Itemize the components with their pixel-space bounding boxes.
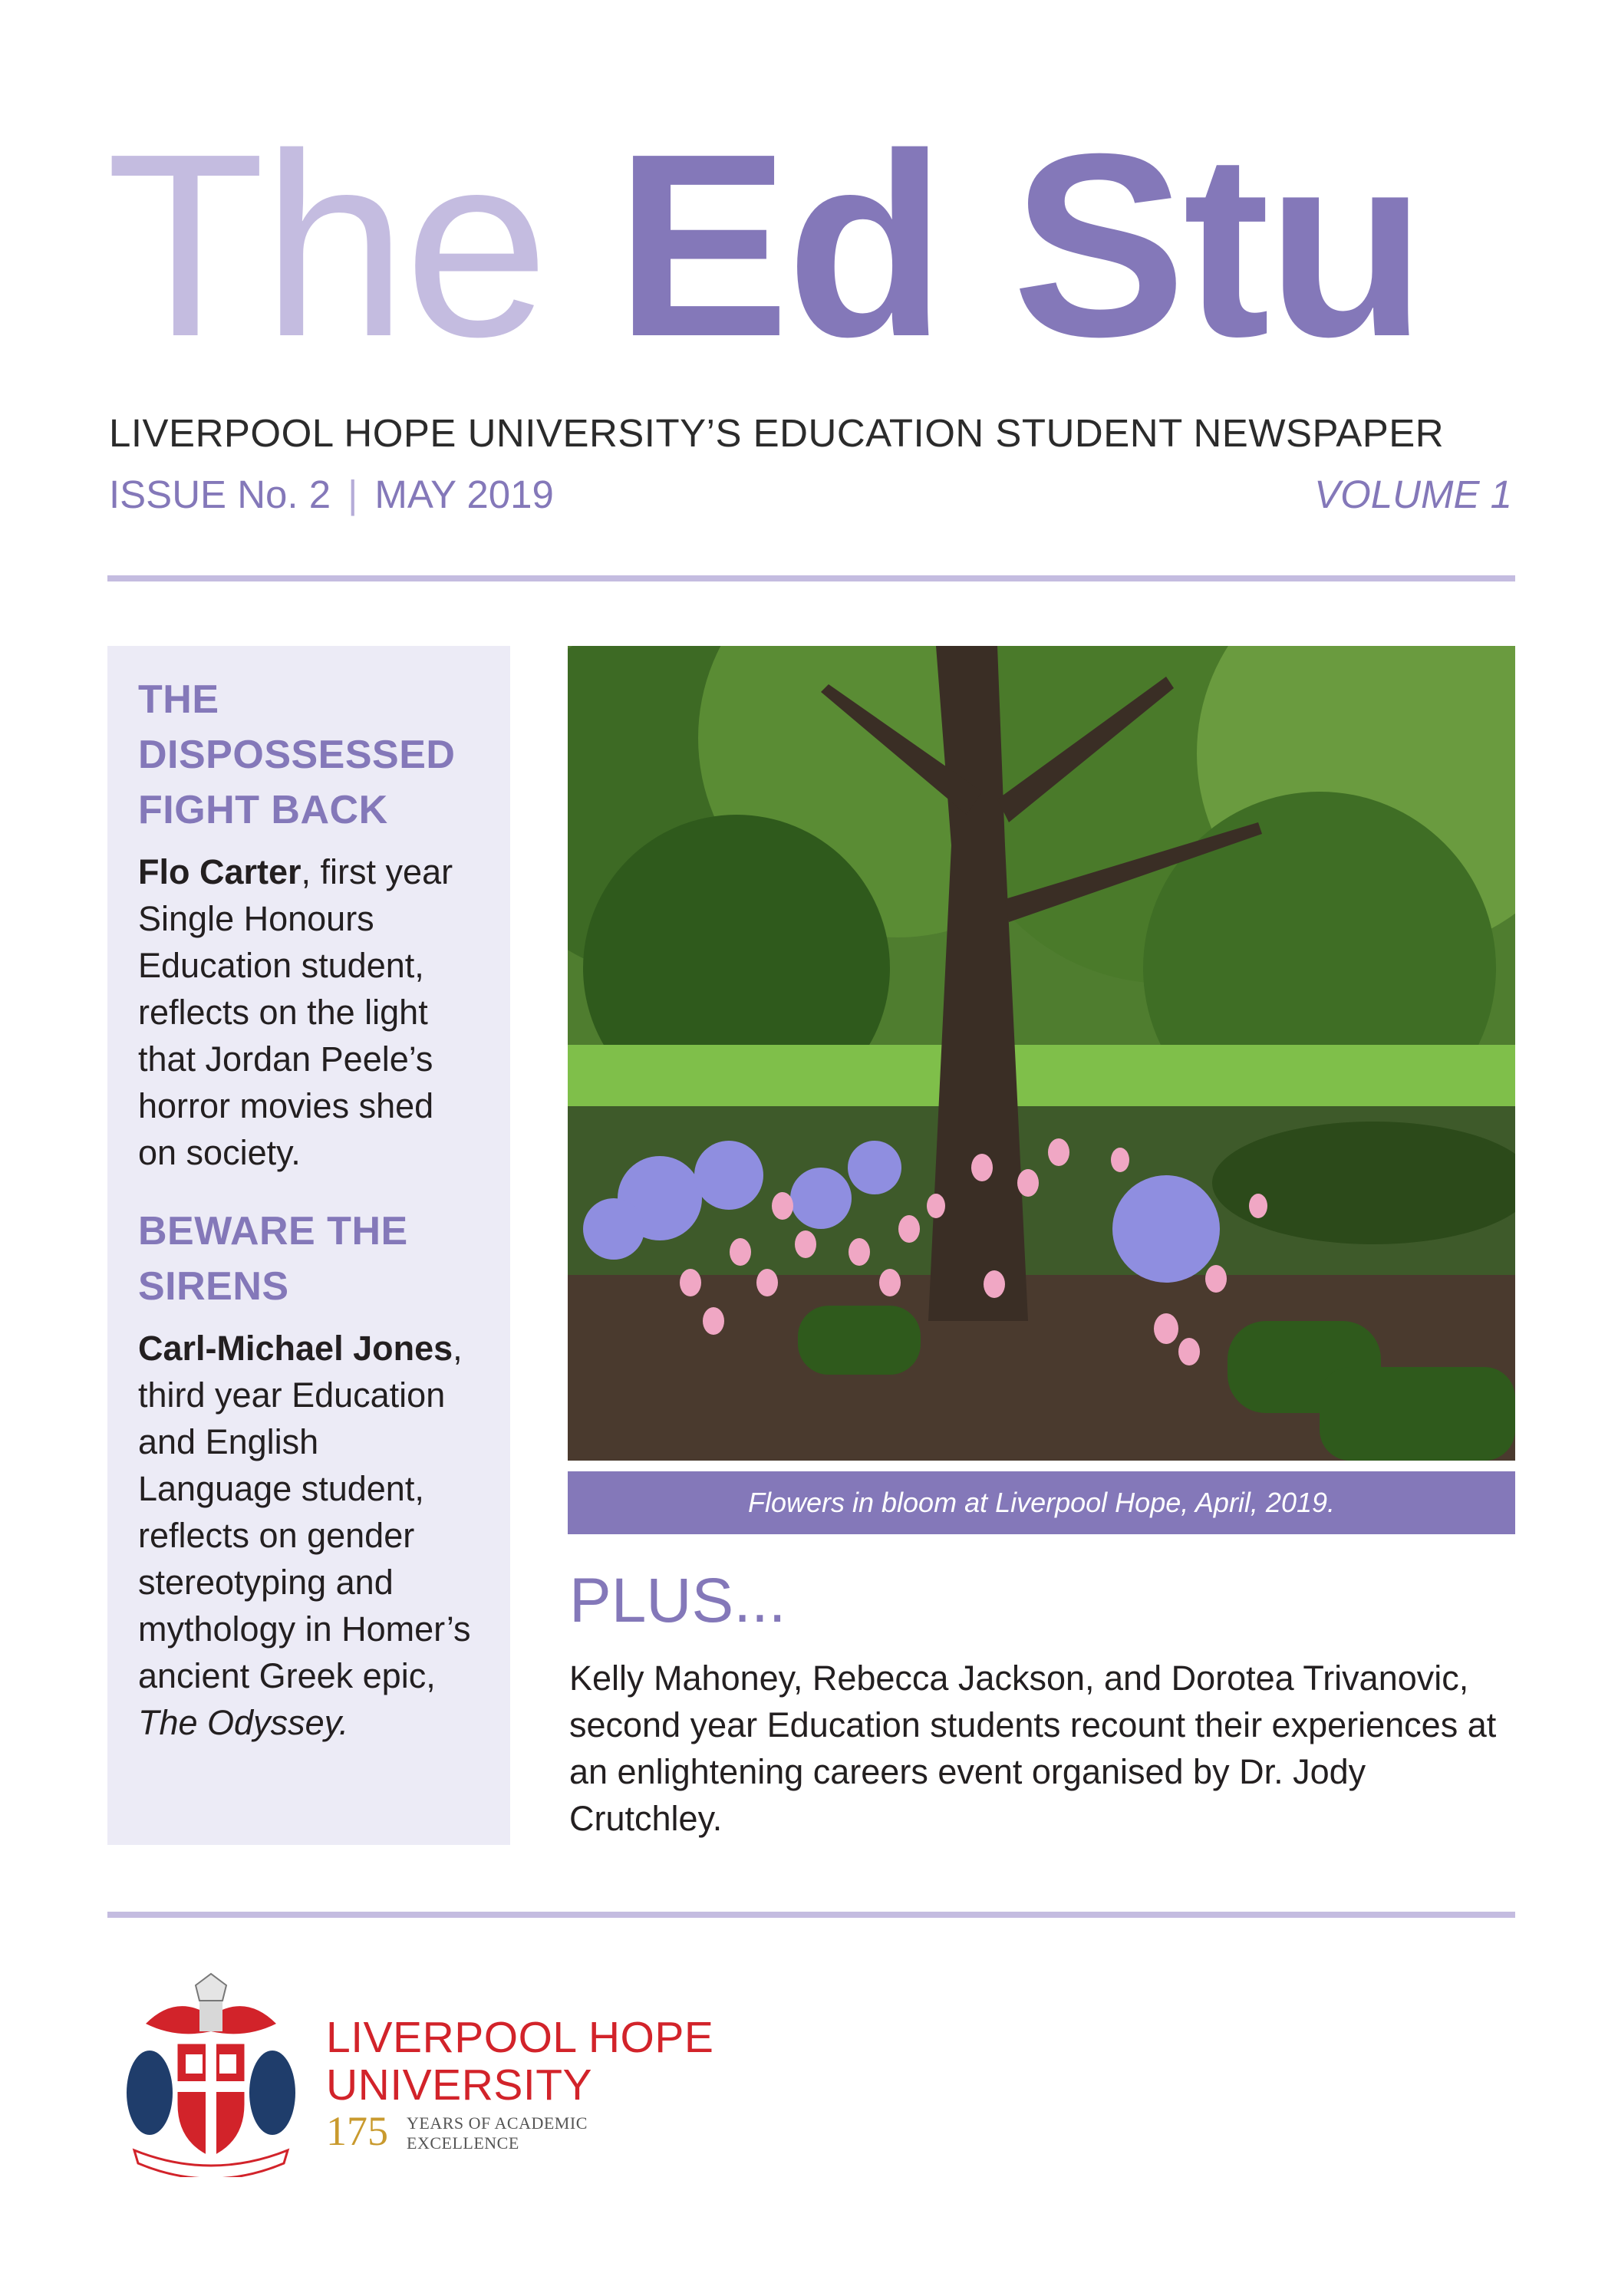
masthead-title xyxy=(106,100,1423,391)
story-book-title: The Odyssey. xyxy=(138,1703,349,1742)
anniversary-tagline xyxy=(407,2113,588,2153)
plus-summary: Kelly Mahoney, Rebecca Jackson, and Dorotea Trivanovic, second year Education students recount their experiences at an enlightening careers event organised by Dr. Jody Crutchley. xyxy=(569,1659,1497,1838)
story-summary xyxy=(138,1325,481,1746)
story-text: , third year Education and English Language student, reflects on gender stereotyping and mythology in Homer’s ancient Greek epic, xyxy=(138,1329,471,1695)
sidebar-contents xyxy=(107,646,510,1845)
story-heading-line: SIRENS xyxy=(138,1264,289,1309)
plus-heading: PLUS... xyxy=(569,1566,786,1636)
issue-volume: VOLUME 1 xyxy=(1314,473,1512,516)
story-heading-line: BEWARE THE xyxy=(138,1209,408,1253)
story-summary xyxy=(138,848,481,1176)
masthead-bold: Ed Stu xyxy=(615,100,1423,391)
story-author: Flo Carter xyxy=(138,852,302,891)
anniversary-number: 175 xyxy=(326,2108,388,2154)
story-heading[interactable] xyxy=(138,1204,481,1314)
masthead-light: The xyxy=(106,100,546,391)
tagline-line: YEARS OF ACADEMIC xyxy=(407,2113,588,2133)
story-text: , first year Single Honours Education student, reflects on the light that Jordan Peele’s horror movies shed on society. xyxy=(138,852,453,1172)
university-name xyxy=(326,2014,713,2109)
story-heading-line: THE xyxy=(138,677,219,722)
tagline-line: EXCELLENCE xyxy=(407,2133,519,2153)
top-divider xyxy=(107,575,1515,581)
photo-caption: Flowers in bloom at Liverpool Hope, April, 2019. xyxy=(568,1471,1515,1534)
university-name-line: UNIVERSITY xyxy=(326,2060,593,2110)
story-dispossessed xyxy=(138,672,481,1176)
story-heading-line: DISPOSSESSED xyxy=(138,733,456,777)
university-crest-icon xyxy=(115,1970,307,2177)
newspaper-subtitle: LIVERPOOL HOPE UNIVERSITY’S EDUCATION STUDENT NEWSPAPER xyxy=(109,411,1445,455)
bottom-divider xyxy=(107,1912,1515,1918)
issue-date: MAY 2019 xyxy=(374,473,554,516)
garden-photo xyxy=(568,646,1515,1461)
issue-number: ISSUE No. 2 xyxy=(109,473,331,516)
story-heading[interactable] xyxy=(138,672,481,838)
university-name-line: LIVERPOOL HOPE xyxy=(326,2013,714,2062)
story-heading-line: FIGHT BACK xyxy=(138,788,388,832)
story-sirens xyxy=(138,1204,481,1746)
issue-line xyxy=(109,472,1512,517)
issue-separator: | xyxy=(348,473,358,516)
story-author: Carl-Michael Jones xyxy=(138,1329,453,1368)
